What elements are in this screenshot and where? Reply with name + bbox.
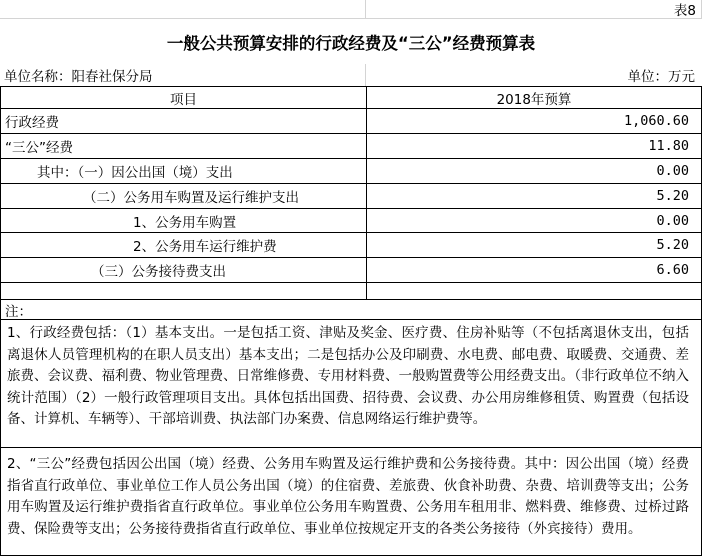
grid-line (365, 0, 366, 18)
row-value[interactable]: 1,060.60 (623, 113, 689, 129)
row-value[interactable]: 5.20 (656, 237, 689, 253)
note-2[interactable]: 2、“三公”经费包括因公出国（境）经费、公务用车购置及运行维护费和公务接待费。其中：因公出国（境）经费指省直行政单位、事业单位工作人员公务出国（境）的住宿费、差旅费、伙食补助费、杂费、培训费等支出；公务用车购置及运行维护费指省直行政单位。事业单位公务用车购置费、公务用车租用非、燃料费、维修费、过桥过路费、保险费等支出；公务接待费指省直行政单位、事业单位按规定开支的各类公务接待（外宾接待）费用。 (0, 448, 702, 556)
notes-label[interactable]: 注： (5, 303, 32, 319)
grid-line (365, 64, 366, 86)
table-row (0, 184, 702, 209)
unit-row (0, 64, 702, 86)
row-value[interactable]: 0.00 (656, 212, 689, 229)
table-title[interactable]: 一般公共预算安排的行政经费及“三公”经费预算表 (166, 33, 536, 53)
row-value[interactable]: 0.00 (656, 163, 689, 179)
empty-row (0, 283, 702, 300)
sheet-label-row (0, 0, 702, 18)
title-row (0, 19, 702, 64)
header-budget[interactable]: 2018年预算 (496, 91, 572, 108)
row-label[interactable]: 1、公务用车购置 (1, 209, 367, 232)
table-row (0, 233, 702, 258)
row-label[interactable]: 2、公务用车运行维护费 (1, 233, 367, 257)
header-item[interactable]: 项目 (1, 87, 367, 108)
row-label[interactable]: 行政经费 (1, 109, 367, 133)
empty-cell[interactable] (1, 283, 367, 299)
row-label[interactable]: （二）公务用车购置及运行维护支出 (1, 184, 367, 208)
unit-currency[interactable]: 单位：万元 (627, 69, 695, 85)
table-row (0, 209, 702, 233)
table-row (0, 134, 702, 159)
row-value[interactable]: 6.60 (656, 262, 689, 278)
row-label[interactable]: “三公”经费 (1, 134, 367, 158)
table-header (0, 86, 702, 109)
row-value[interactable]: 5.20 (656, 188, 689, 204)
table-row (0, 109, 702, 134)
row-label[interactable]: 其中：（一）因公出国（境）支出 (1, 159, 367, 183)
row-value[interactable]: 11.80 (648, 138, 689, 154)
note-1[interactable]: 1、行政经费包括：（1）基本支出。一是包括工资、津贴及奖金、医疗费、住房补贴等（不包括离退休支出，包括离退休人员管理机构的在职人员支出）基本支出；二是包括办公及印刷费、水电费、邮电费、取暖费、交通费、差旅费、会议费、福利费、物业管理费、日常维修费、专用材料费、一般购置费等公用经费支出。（非行政单位不纳入统计范围）（2）一般行政管理项目支出。具体包括出国费、招待费、会议费、办公用房维修租赁、购置费（包括设备、计算机、车辆等）、干部培训费、执法部门办案费、信息网络运行维护费等。 (0, 320, 702, 448)
row-label[interactable]: （三）公务接待费支出 (1, 258, 367, 282)
table-row (0, 159, 702, 184)
sheet-label[interactable]: 表8 (673, 3, 696, 18)
notes-label-row (0, 300, 702, 320)
table-row (0, 258, 702, 283)
unit-name[interactable]: 单位名称：阳春社保分局 (4, 69, 153, 85)
